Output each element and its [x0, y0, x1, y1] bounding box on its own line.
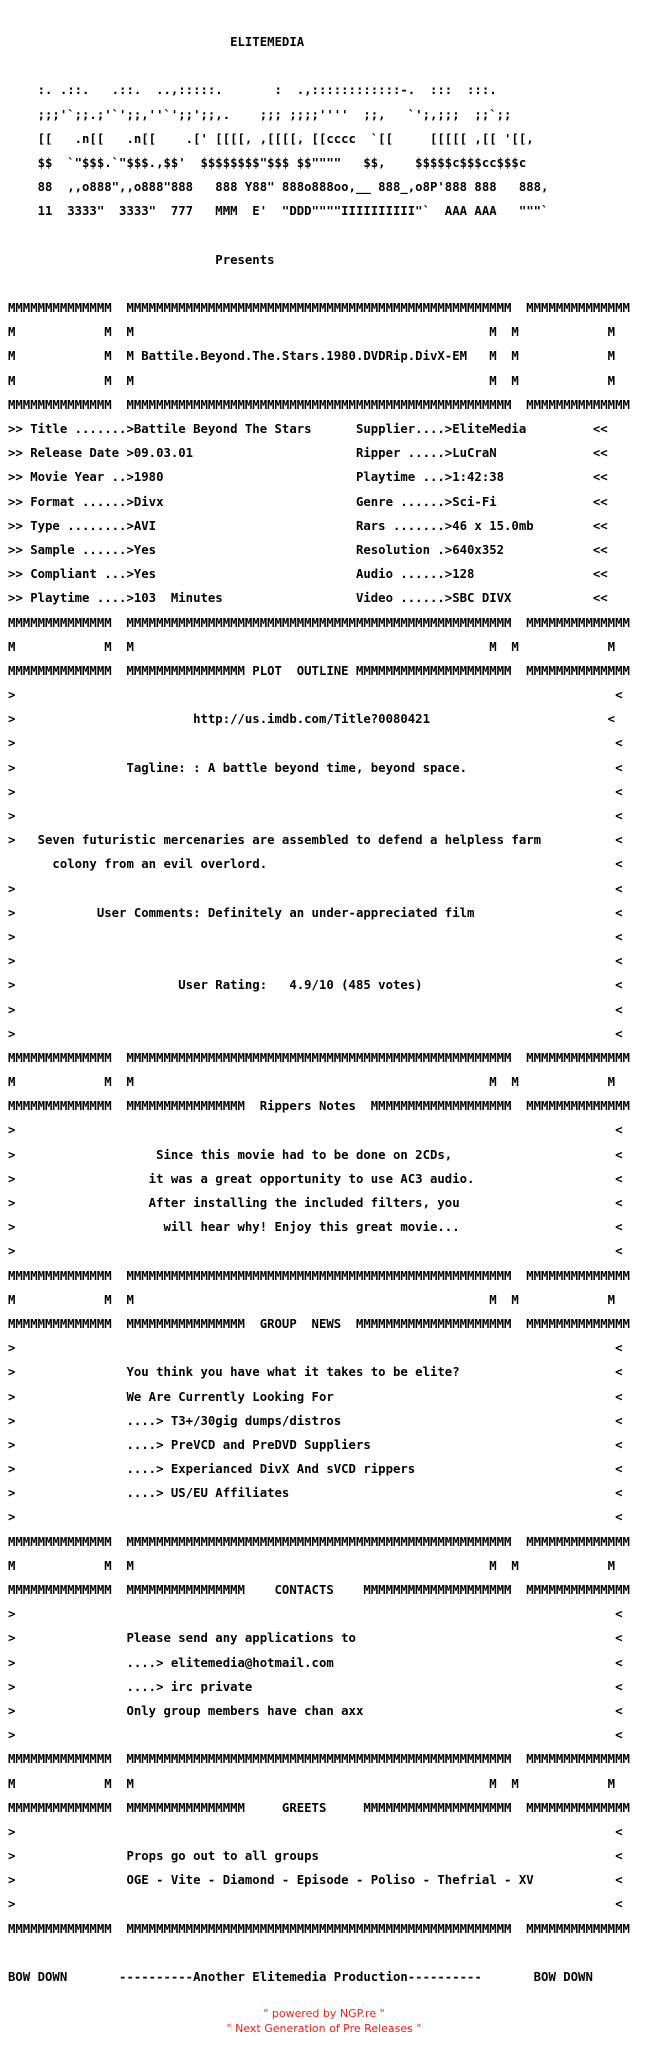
nfo-line: >> Compliant ...>Yes Audio ......>128 << [8, 567, 608, 582]
nfo-line: >> Movie Year ..>1980 Playtime ...>1:42:38 << [8, 470, 608, 485]
nfo-line [8, 1941, 630, 1965]
nfo-line: MMMMMMMMMMMMMM MMMMMMMMMMMMMMMMMMMMMMMMMMMMMMMMMMMMMMMMMMMMMMMMMMMM MMMMMMMMMMMMMM [8, 397, 630, 412]
nfo-line: :. .::. .::. ..,:::::. : .,::::::::::::-. ::: :::. [8, 83, 497, 98]
nfo-line: MMMMMMMMMMMMMM MMMMMMMMMMMMMMMM GREETS MMMMMMMMMMMMMMMMMMMM MMMMMMMMMMMMMM [8, 1800, 630, 1815]
nfo-line: 11 3333" 3333" 777 MMM E' "DDD""""IIIIIIIIII"` AAA AAA """` [8, 204, 549, 219]
nfo-line: MMMMMMMMMMMMMM MMMMMMMMMMMMMMMMMMMMMMMMMMMMMMMMMMMMMMMMMMMMMMMMMMMM MMMMMMMMMMMMMM [8, 1921, 630, 1936]
nfo-line: > < [8, 1002, 623, 1017]
nfo-line: >> Title .......>Battile Beyond The Stars Supplier....>EliteMedia << [8, 422, 608, 436]
nfo-line: 88 ,,o888",,o888"888 888 Y88" 888o888oo,__ 888_,o8P'888 888 888, [8, 180, 549, 195]
nfo-line: MMMMMMMMMMMMMM MMMMMMMMMMMMMMMMMMMMMMMMMMMMMMMMMMMMMMMMMMMMMMMMMMMM MMMMMMMMMMMMMM [8, 1050, 630, 1065]
nfo-line: > Props go out to all groups < [8, 1849, 623, 1864]
nfo-line: colony from an evil overlord. < [8, 857, 623, 872]
nfo-line: ELITEMEDIA [8, 35, 305, 49]
nfo-line: > ....> T3+/30gig dumps/distros < [8, 1413, 623, 1428]
nfo-line: > ....> elitemedia@hotmail.com < [8, 1655, 623, 1670]
nfo-line: > Only group members have chan axx < [8, 1703, 623, 1718]
nfo-line: MMMMMMMMMMMMMM MMMMMMMMMMMMMMMMMMMMMMMMMMMMMMMMMMMMMMMMMMMMMMMMMMMM MMMMMMMMMMMMMM [8, 301, 630, 316]
nfo-line: > < [8, 736, 623, 751]
nfo-line: > < [8, 881, 623, 896]
nfo-line: > ....> Experianced DivX And sVCD rippers < [8, 1462, 623, 1477]
nfo-line: M M M M M M [8, 639, 616, 654]
nfo-line: > < [8, 1123, 623, 1138]
footer [0, 2006, 648, 2036]
nfo-line: $$ `"$$$.`"$$$.,$$' $$$$$$$$"$$$ $$"""" $$, $$$$$c$$$cc$$$c [8, 155, 527, 170]
nfo-line: > < [8, 784, 623, 799]
nfo-line: M M M M M M [8, 373, 616, 388]
nfo-line [8, 224, 630, 248]
nfo-line: > < [8, 954, 623, 969]
nfo-line: > < [8, 1026, 623, 1041]
nfo-line: > You think you have what it takes to be elite? < [8, 1365, 623, 1380]
nfo-line: >> Release Date >09.03.01 Ripper .....>LuCraN << [8, 446, 608, 461]
nfo-line: > After installing the included filters, you < [8, 1196, 623, 1210]
nfo-line: >> Type ........>AVI Rars .......>46 x 15.0mb << [8, 518, 608, 533]
nfo-line: > < [8, 1897, 623, 1912]
nfo-line: > < [8, 688, 623, 703]
nfo-line: > ....> PreVCD and PreDVD Suppliers < [8, 1437, 623, 1452]
nfo-line: Presents [8, 252, 275, 267]
nfo-line: > < [8, 929, 623, 944]
nfo-line: MMMMMMMMMMMMMM MMMMMMMMMMMMMMMMMMMMMMMMMMMMMMMMMMMMMMMMMMMMMMMMMMMM MMMMMMMMMMMMMM [8, 1752, 630, 1767]
nfo-line: MMMMMMMMMMMMMM MMMMMMMMMMMMMMMM CONTACTS MMMMMMMMMMMMMMMMMMMM MMMMMMMMMMMMMM [8, 1583, 630, 1597]
nfo-line [8, 54, 630, 78]
nfo-line: > We Are Currently Looking For < [8, 1389, 623, 1404]
nfo-line: > User Rating: 4.9/10 (485 votes) < [8, 978, 623, 993]
nfo-line: > it was a great opportunity to use AC3 audio. < [8, 1171, 623, 1186]
nfo-line: > < [8, 1607, 623, 1622]
nfo-line: > < [8, 1824, 623, 1839]
nfo-line: > Seven futuristic mercenaries are assembled to defend a helpless farm < [8, 833, 623, 848]
nfo-line: >> Playtime ....>103 Minutes Video ......>SBC DIVX << [8, 591, 608, 606]
nfo-line: MMMMMMMMMMMMMM MMMMMMMMMMMMMMMM PLOT OUTLINE MMMMMMMMMMMMMMMMMMMMM MMMMMMMMMMMMMM [8, 663, 630, 678]
nfo-line: >> Sample ......>Yes Resolution .>640x352 << [8, 542, 608, 557]
nfo-line: M M M M M M [8, 1075, 616, 1090]
nfo-line: BOW DOWN ----------Another Elitemedia Production---------- BOW DOWN [8, 1970, 593, 1984]
nfo-line: M M M M M M [8, 1292, 616, 1307]
nfo-line: M M M M M M [8, 325, 616, 340]
nfo-line: MMMMMMMMMMMMMM MMMMMMMMMMMMMMMMMMMMMMMMMMMMMMMMMMMMMMMMMMMMMMMMMMMM MMMMMMMMMMMMMM [8, 1534, 630, 1549]
nfo-line: M M M M M M [8, 1776, 616, 1791]
nfo-line: > Tagline: : A battle beyond time, beyond space. < [8, 760, 623, 775]
nfo-line: MMMMMMMMMMMMMM MMMMMMMMMMMMMMMM GROUP NEWS MMMMMMMMMMMMMMMMMMMMM MMMMMMMMMMMMMM [8, 1316, 630, 1331]
nfo-line: MMMMMMMMMMMMMM MMMMMMMMMMMMMMMM Rippers Notes MMMMMMMMMMMMMMMMMMM MMMMMMMMMMMMMM [8, 1099, 630, 1114]
nfo-line: > < [8, 1341, 623, 1356]
nfo-line: > will hear why! Enjoy this great movie... < [8, 1220, 623, 1235]
nfo-text-block [8, 30, 630, 1989]
nfo-line: > < [8, 1510, 623, 1525]
nfo-line: > Please send any applications to < [8, 1631, 623, 1646]
nfo-line: > ....> irc private < [8, 1679, 623, 1694]
nfo-line: > User Comments: Definitely an under-appreciated film < [8, 905, 623, 920]
nfo-line: > < [8, 1244, 623, 1259]
footer-powered-by: " powered by NGP.re " [263, 2007, 385, 2020]
nfo-line: > OGE - Vite - Diamond - Episode - Poliso - Thefrial - XV < [8, 1873, 623, 1888]
nfo-line: > < [8, 1728, 623, 1743]
footer-tagline: " Next Generation of Pre Releases " [226, 2022, 422, 2035]
nfo-line: MMMMMMMMMMMMMM MMMMMMMMMMMMMMMMMMMMMMMMMMMMMMMMMMMMMMMMMMMMMMMMMMMM MMMMMMMMMMMMMM [8, 615, 630, 630]
nfo-line: [[ .n[[ .n[[ .[' [[[[, ,[[[[, [[cccc `[[ [[[[[ ,[[ '[[, [8, 131, 534, 146]
nfo-line: > http://us.imdb.com/Title?0080421 < [8, 712, 616, 727]
nfo-line: > Since this movie had to be done on 2CDs, < [8, 1147, 623, 1162]
nfo-line: M M M Battile.Beyond.The.Stars.1980.DVDRip.DivX-EM M M M [8, 349, 616, 364]
nfo-line [8, 272, 630, 296]
nfo-line: >> Format ......>Divx Genre ......>Sci-Fi << [8, 494, 608, 509]
nfo-line: > ....> US/EU Affiliates < [8, 1486, 623, 1501]
nfo-line: MMMMMMMMMMMMMM MMMMMMMMMMMMMMMMMMMMMMMMMMMMMMMMMMMMMMMMMMMMMMMMMMMM MMMMMMMMMMMMMM [8, 1268, 630, 1283]
nfo-line: M M M M M M [8, 1558, 616, 1573]
nfo-line: ;;;'`;;.;'`';;,''`';;';;,. ;;; ;;;;'''' ;;, `';,;;; ;;`;; [8, 107, 512, 122]
nfo-line: > < [8, 809, 623, 823]
